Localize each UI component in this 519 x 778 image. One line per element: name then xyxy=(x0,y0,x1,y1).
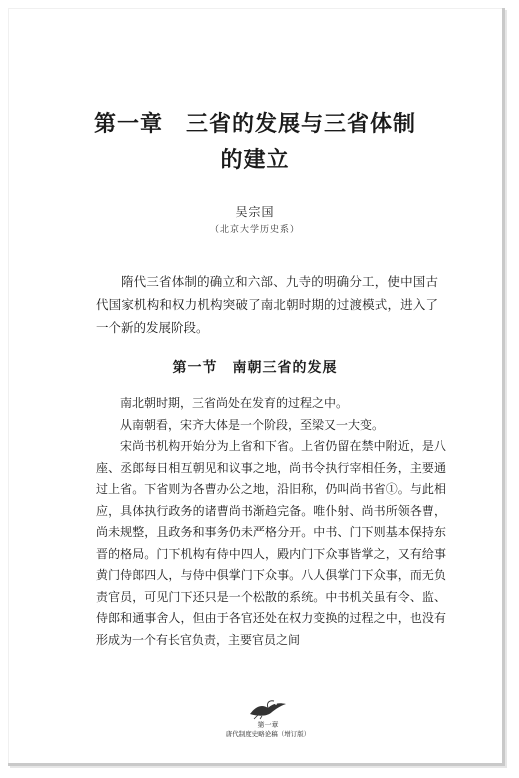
chapter-title-line-2: 的建立 xyxy=(220,147,290,173)
author-name: 吴宗国 xyxy=(235,205,275,219)
chapter-abstract: 隋代三省体制的确立和六部、九寺的明确分工，使中国古代国家机构和权力机构突破了南北朝时期的过渡模式，进入了一个新的发展阶段。 xyxy=(96,274,438,335)
book-page xyxy=(8,8,505,766)
chapter-title-line-1: 第一章 三省的发展与三省体制 xyxy=(93,111,416,137)
body-text xyxy=(96,393,446,651)
page-folio: 第一章 xyxy=(257,721,279,729)
page-footer xyxy=(218,698,318,739)
paragraph: 从南朝看，宋齐大体是一个阶段，至梁又一大变。 xyxy=(120,417,385,432)
running-book-title: 唐代制度史略论稿（增订版） xyxy=(225,730,311,738)
author-affiliation: （北京大学历史系） xyxy=(209,225,300,235)
section-title: 第一节 南朝三省的发展 xyxy=(172,360,338,376)
paragraph: 宋尚书机构开始分为上省和下省。上省仍留在禁中附近，是八座、丞郎每日相互朝见和议事之地，尚书令执行宰相任务，主要通过上省。下省则为各曹办公之地，沿旧称，仍叫尚书省①。与此相应，具体执行政务的诸曹尚书渐趋完备。唯仆射、尚书所领各曹，尚未规整，且政务和事务仍未严格分开。中书、门下则基本保持东晋的格局。门下机构有侍中四人，殿内门下众事皆掌之，又有给事黄门侍郎四人，与侍中俱掌门下众事。八人俱掌门下众事，而无负责官员，可见门下还只是一个松散的系统。中书机关虽有令、监、侍郎和通事舍人，但由于各官还处在权力变换的过程之中，也没有形成为一个有长官负责，主要官员之间 xyxy=(96,439,446,647)
bird-ornament-icon xyxy=(246,698,290,720)
paragraph: 南北朝时期，三省尚处在发育的过程之中。 xyxy=(120,396,349,410)
chapter-title xyxy=(8,106,502,178)
